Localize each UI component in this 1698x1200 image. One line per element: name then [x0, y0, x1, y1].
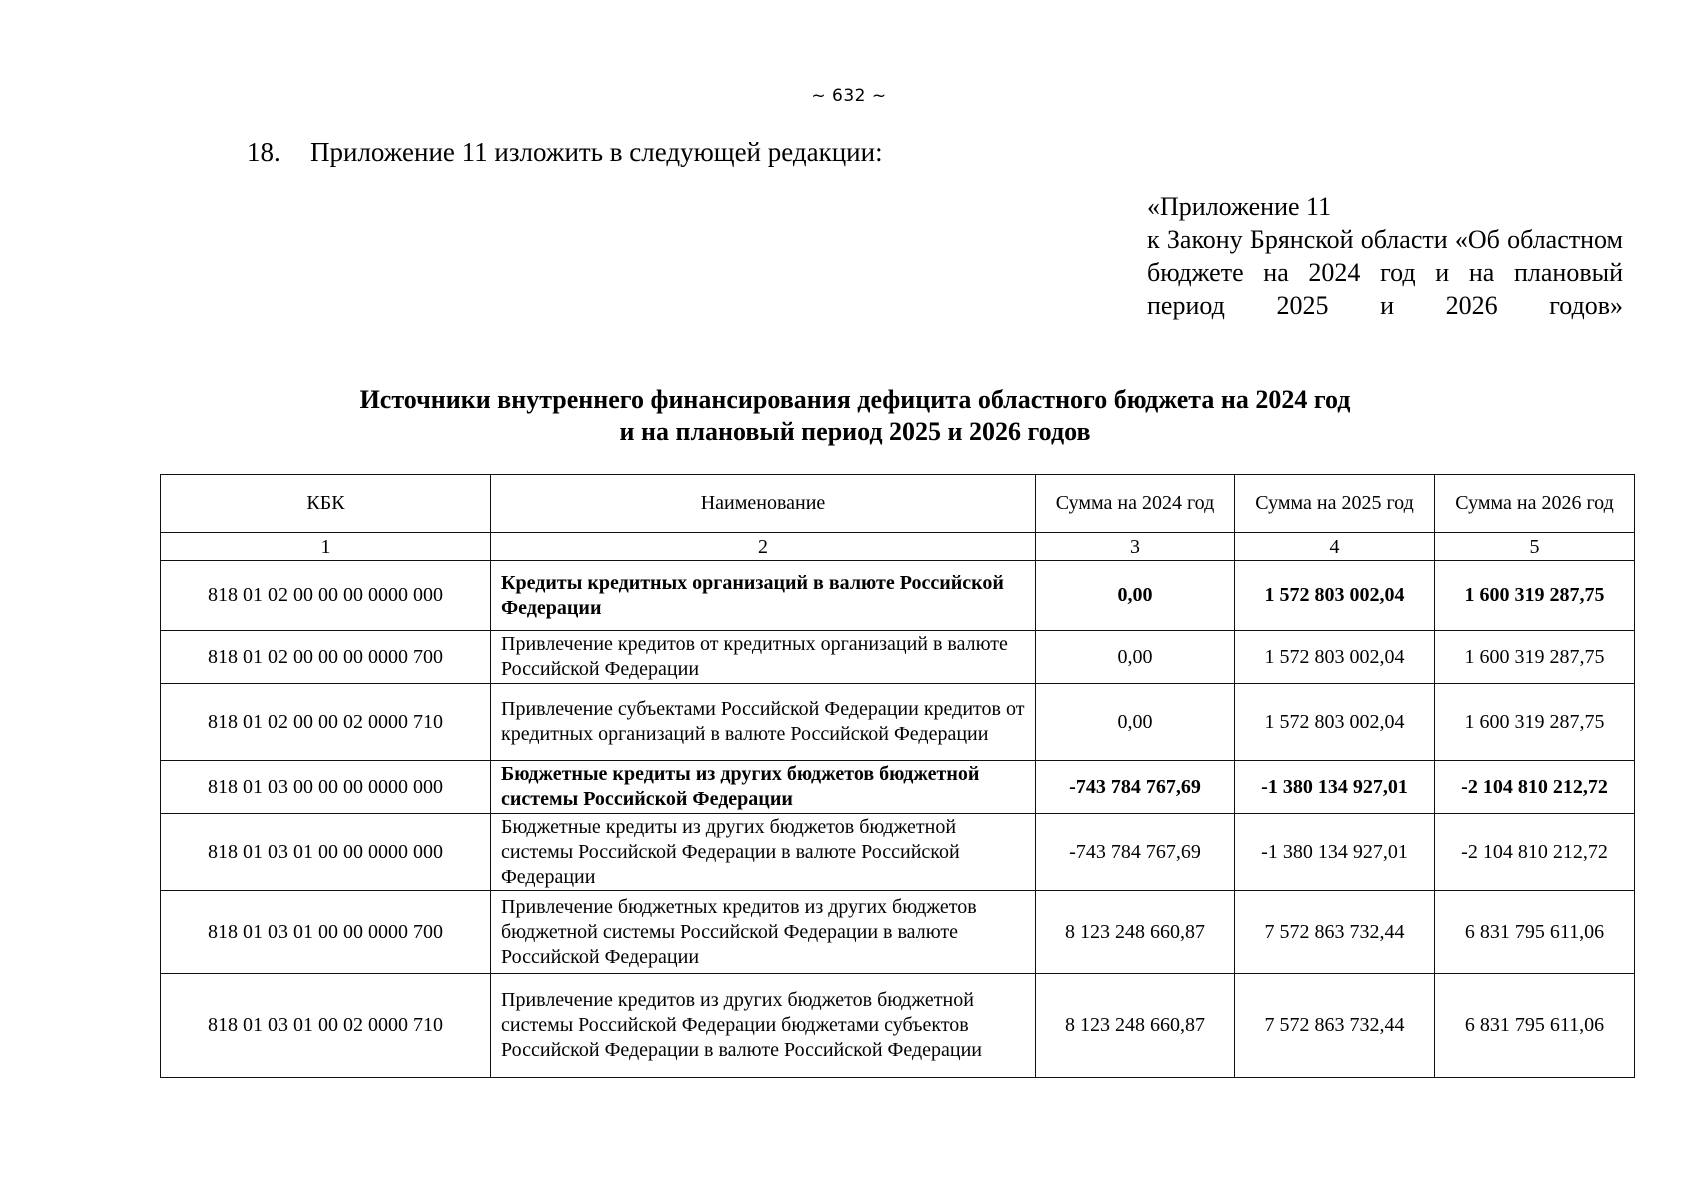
table-row: [161, 684, 1635, 761]
page-number: ~ 632 ~: [811, 86, 887, 106]
sum-2025-cell: 1 572 803 002,04: [1235, 684, 1435, 761]
kbk-cell: 818 01 03 00 00 00 0000 000: [161, 761, 491, 814]
kbk-cell: 818 01 02 00 00 00 0000 000: [161, 561, 491, 631]
appendix-law-reference: к Закону Брянской области «Об областном бюджете на 2024 год и на плановый период 2025 и 2026 годов»: [1147, 225, 1623, 320]
instruction-number: 18.: [247, 137, 281, 167]
sum-2026-cell: 1 600 319 287,75: [1435, 561, 1635, 631]
name-cell: Привлечение бюджетных кредитов из других бюджетов бюджетной системы Российской Федерации в валюте Российской Федерации: [491, 891, 1036, 974]
sum-2024-cell: 8 123 248 660,87: [1036, 891, 1235, 974]
name-cell: Кредиты кредитных организаций в валюте Российской Федерации: [491, 561, 1036, 631]
table-row: [161, 814, 1635, 891]
table-row: [161, 631, 1635, 684]
column-index: 5: [1435, 533, 1635, 561]
sum-2026-cell: 6 831 795 611,06: [1435, 974, 1635, 1078]
sum-2024-cell: 0,00: [1036, 561, 1235, 631]
instruction-text: Приложение 11 изложить в следующей редакции:: [310, 137, 883, 167]
kbk-cell: 818 01 03 01 00 02 0000 710: [161, 974, 491, 1078]
column-index: 2: [491, 533, 1036, 561]
kbk-cell: 818 01 02 00 00 00 0000 700: [161, 631, 491, 684]
table-row: [161, 974, 1635, 1078]
sum-2026-cell: 1 600 319 287,75: [1435, 684, 1635, 761]
column-index: 3: [1036, 533, 1235, 561]
sum-2025-cell: -1 380 134 927,01: [1235, 814, 1435, 891]
header-sum-2025: Сумма на 2025 год: [1235, 475, 1435, 533]
sum-2025-cell: 1 572 803 002,04: [1235, 561, 1435, 631]
table-title-line-1: Источники внутреннего финансирования дефицита областного бюджета на 2024 год: [359, 385, 1351, 414]
sum-2024-cell: -743 784 767,69: [1036, 761, 1235, 814]
sum-2025-cell: 7 572 863 732,44: [1235, 974, 1435, 1078]
header-sum-2026: Сумма на 2026 год: [1435, 475, 1635, 533]
kbk-cell: 818 01 02 00 00 02 0000 710: [161, 684, 491, 761]
sum-2026-cell: -2 104 810 212,72: [1435, 814, 1635, 891]
appendix-reference: [1147, 190, 1623, 322]
sum-2025-cell: -1 380 134 927,01: [1235, 761, 1435, 814]
kbk-cell: 818 01 03 01 00 00 0000 000: [161, 814, 491, 891]
kbk-cell: 818 01 03 01 00 00 0000 700: [161, 891, 491, 974]
appendix-title: «Приложение 11: [1147, 192, 1332, 221]
table-header-row: [161, 475, 1635, 533]
table-row: [161, 761, 1635, 814]
sum-2026-cell: 1 600 319 287,75: [1435, 631, 1635, 684]
header-name: Наименование: [491, 475, 1036, 533]
name-cell: Бюджетные кредиты из других бюджетов бюджетной системы Российской Федерации в валюте Российской Федерации: [491, 814, 1036, 891]
column-index: 1: [161, 533, 491, 561]
sum-2024-cell: 0,00: [1036, 684, 1235, 761]
instruction-paragraph: [247, 136, 883, 168]
sum-2025-cell: 1 572 803 002,04: [1235, 631, 1435, 684]
table-title: [250, 384, 1460, 448]
table-title-line-2: и на плановый период 2025 и 2026 годов: [619, 417, 1091, 446]
name-cell: Бюджетные кредиты из других бюджетов бюджетной системы Российской Федерации: [491, 761, 1036, 814]
column-index: 4: [1235, 533, 1435, 561]
table-row: [161, 561, 1635, 631]
sum-2026-cell: -2 104 810 212,72: [1435, 761, 1635, 814]
header-kbk: КБК: [161, 475, 491, 533]
sum-2024-cell: -743 784 767,69: [1036, 814, 1235, 891]
name-cell: Привлечение кредитов от кредитных организаций в валюте Российской Федерации: [491, 631, 1036, 684]
sum-2025-cell: 7 572 863 732,44: [1235, 891, 1435, 974]
name-cell: Привлечение субъектами Российской Федерации кредитов от кредитных организаций в валюте Российской Федерации: [491, 684, 1036, 761]
column-index-row: [161, 533, 1635, 561]
financing-sources-table: [160, 474, 1635, 1078]
table-row: [161, 891, 1635, 974]
sum-2024-cell: 8 123 248 660,87: [1036, 974, 1235, 1078]
sum-2026-cell: 6 831 795 611,06: [1435, 891, 1635, 974]
header-sum-2024: Сумма на 2024 год: [1036, 475, 1235, 533]
sum-2024-cell: 0,00: [1036, 631, 1235, 684]
name-cell: Привлечение кредитов из других бюджетов бюджетной системы Российской Федерации бюджетами субъектов Российской Федерации в валюте Российской Федерации: [491, 974, 1036, 1078]
